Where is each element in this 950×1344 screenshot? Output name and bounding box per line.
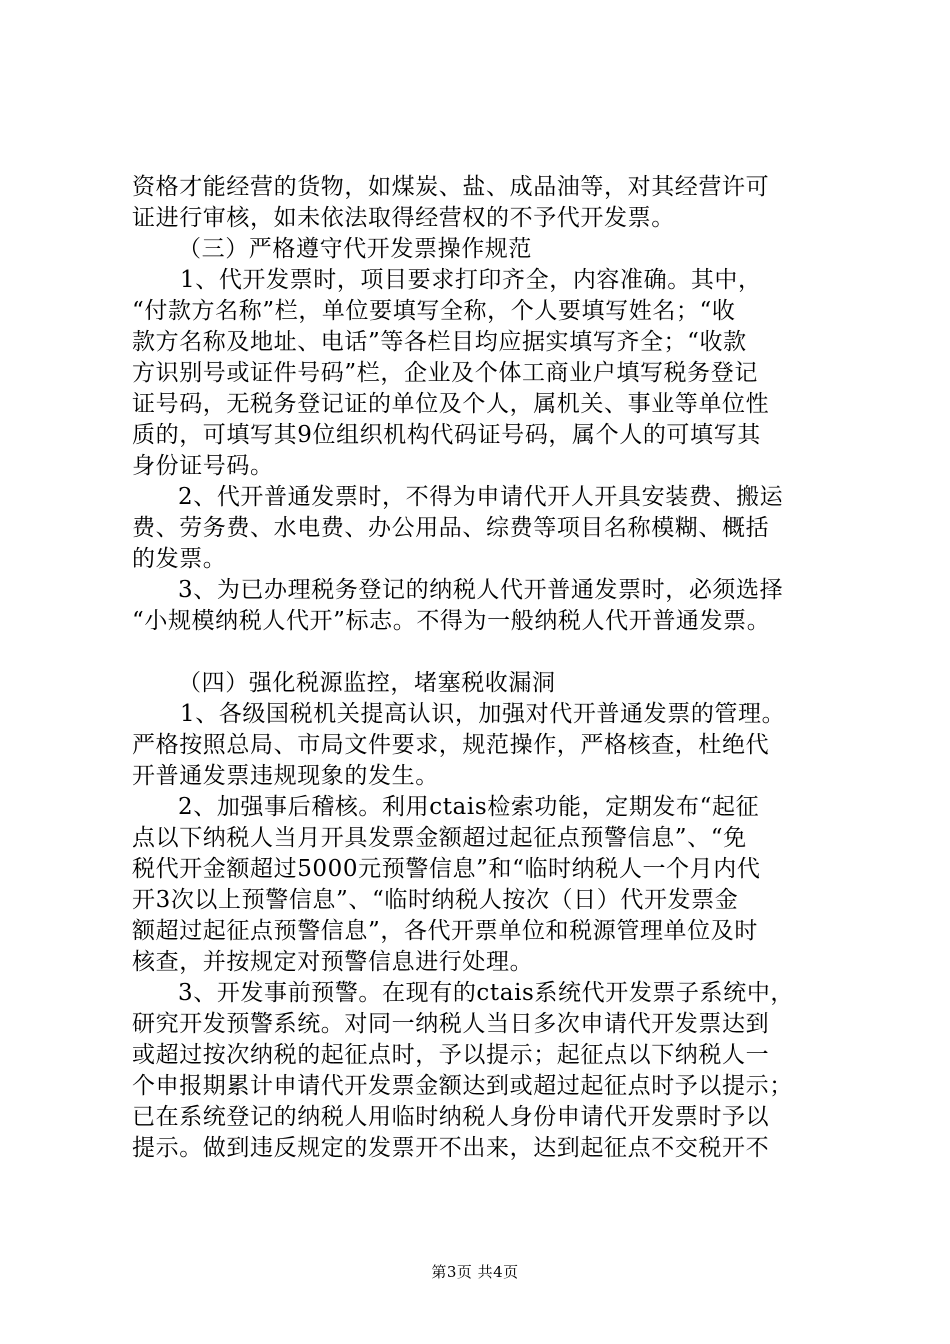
text-line: 点以下纳税人当月开具发票金额超过起征点预警信息”、“免	[132, 825, 747, 851]
text-line: “付款方名称”栏，单位要填写全称，个人要填写姓名；“收	[132, 298, 736, 324]
section-heading-4: （四）强化税源监控，堵塞税收漏洞	[178, 670, 556, 696]
text-line: 核查，并按规定对预警信息进行处理。	[132, 949, 534, 975]
text-line: 3、为已办理税务登记的纳税人代开普通发票时，必须选择	[178, 577, 784, 603]
text-line: 开3次以上预警信息”、“临时纳税人按次（日）代开发票金	[132, 887, 739, 913]
text-line: 费、劳务费、水电费、办公用品、综费等项目名称模糊、概括	[132, 515, 770, 541]
text-line: 1、各级国税机关提高认识，加强对代开普通发票的管理。	[180, 701, 786, 727]
text-line: 开普通发票违规现象的发生。	[132, 763, 439, 789]
text-line: 已在系统登记的纳税人用临时纳税人身份申请代开发票时予以	[132, 1104, 770, 1130]
text-line: 严格按照总局、市局文件要求，规范操作，严格核查，杜绝代	[132, 732, 770, 758]
text-line: 或超过按次纳税的起征点时，予以提示；起征点以下纳税人一	[132, 1042, 770, 1068]
text-line: 税代开金额超过5000元预警信息”和“临时纳税人一个月内代	[132, 856, 761, 882]
text-line: 2、加强事后稽核。利用ctais检索功能，定期发布“起征	[178, 794, 760, 820]
text-line: 1、代开发票时，项目要求打印齐全，内容准确。其中，	[180, 267, 762, 293]
text-line: 款方名称及地址、电话”等各栏目均应据实填写齐全；“收款	[132, 329, 747, 355]
text-line: 研究开发预警系统。对同一纳税人当日多次申请代开发票达到	[132, 1011, 770, 1037]
text-line: “小规模纳税人代开”标志。不得为一般纳税人代开普通发票。	[132, 608, 771, 634]
text-line: 的发票。	[132, 546, 227, 572]
text-line: 3、开发事前预警。在现有的ctais系统代开发票子系统中，	[178, 980, 795, 1006]
text-line: 个申报期累计申请代开发票金额达到或超过起征点时予以提示；	[132, 1073, 793, 1099]
text-line: 方识别号或证件号码”栏，企业及个体工商业户填写税务登记	[132, 360, 758, 386]
text-line: 提示。做到违反规定的发票开不出来，达到起征点不交税开不	[132, 1135, 770, 1161]
text-line: 证号码，无税务登记证的单位及个人，属机关、事业等单位性	[132, 391, 770, 417]
text-line: 2、代开普通发票时，不得为申请代开人开具安装费、搬运	[178, 484, 784, 510]
text-line: 质的，可填写其9位组织机构代码证号码，属个人的可填写其	[132, 422, 761, 448]
page-number-footer: 第3页 共4页	[431, 1263, 519, 1281]
paragraph-gap	[132, 637, 852, 668]
text-line: 证进行审核，如未依法取得经营权的不予代开发票。	[132, 205, 675, 231]
document-body	[132, 172, 852, 1164]
section-heading-3: （三）严格遵守代开发票操作规范	[178, 236, 532, 262]
text-line: 身份证号码。	[132, 453, 274, 479]
text-line: 资格才能经营的货物，如煤炭、盐、成品油等，对其经营许可	[132, 174, 770, 200]
text-line: 额超过起征点预警信息”，各代开票单位和税源管理单位及时	[132, 918, 758, 944]
